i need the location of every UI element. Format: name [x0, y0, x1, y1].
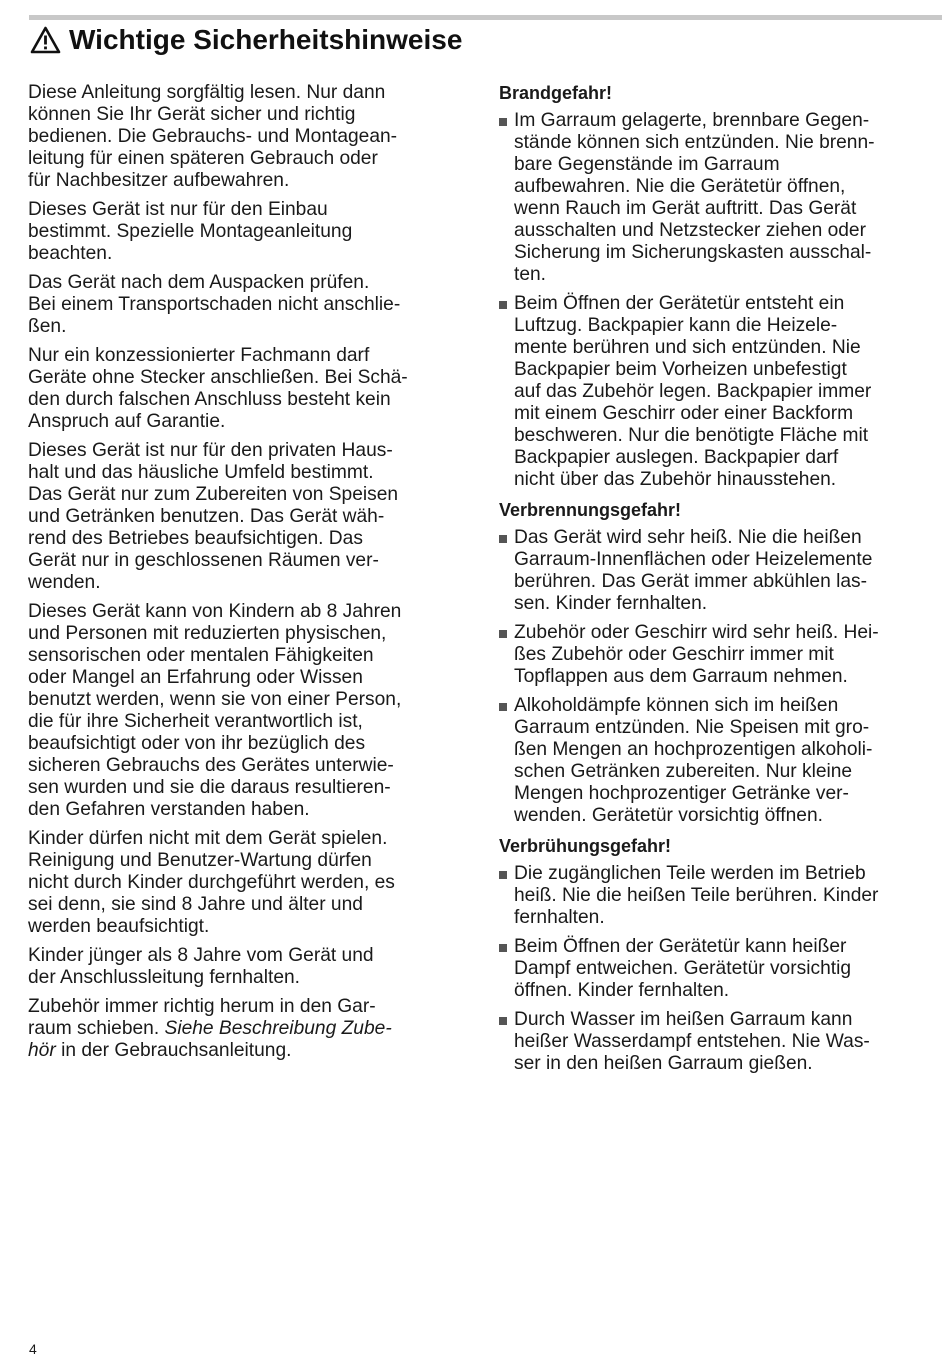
- square-bullet-icon: [499, 630, 507, 638]
- square-bullet-icon: [499, 1017, 507, 1025]
- section-heading-scald: Verbrühungsgefahr!: [499, 836, 672, 856]
- square-bullet-icon: [499, 944, 507, 952]
- list-item: Im Garraum gelagerte, brennbare Gegen- stände können sich entzünden. Nie brenn- bare Gegenstände im Garraum aufbewahren. Nie die Gerätetür öffnen, wenn Rauch im Gerät auftritt. Das Gerät ausschalten und Netzstecker ziehen oder Sicherung im Sicherungskasten ausschal- ten.: [499, 110, 943, 286]
- paragraph: Das Gerät nach dem Auspacken prüfen. Bei einem Transportschaden nicht anschlie- ßen.: [28, 272, 401, 337]
- page-title: [30, 24, 462, 56]
- accessory-note-text: Zubehör immer richtig herum in den Gar- raum schieben.: [28, 996, 376, 1039]
- burn-hazard-list: [499, 527, 943, 827]
- square-bullet-icon: [499, 871, 507, 879]
- paragraph: Dieses Gerät ist nur für den Einbau bestimmt. Spezielle Montageanleitung beachten.: [28, 199, 353, 264]
- square-bullet-icon: [499, 703, 507, 711]
- warning-triangle-icon: [30, 26, 61, 54]
- paragraph: Nur ein konzessionierter Fachmann darf Geräte ohne Stecker anschließen. Bei Schä- den durch falschen Anschluss besteht kein Anspruch auf Garantie.: [28, 345, 408, 432]
- left-column: [28, 82, 472, 1069]
- page-number: 4: [29, 1341, 37, 1357]
- scald-hazard-list: [499, 863, 943, 1075]
- list-item: Beim Öffnen der Gerätetür entsteht ein Luftzug. Backpapier kann die Heizele- mente berühren und sich entzünden. Nie Backpapier beim Vorheizen unbefestigt auf das Zubehör legen. Backpapier immer mit einem Geschirr oder einer Backform beschweren. Nur die benötigte Fläche mit Backpapier auslegen. Backpapier darf nicht über das Zubehör hinausstehen.: [499, 293, 943, 491]
- paragraph: Kinder jünger als 8 Jahre vom Gerät und der Anschlussleitung fernhalten.: [28, 945, 374, 988]
- list-item: Durch Wasser im heißen Garraum kann heißer Wasserdampf entstehen. Nie Was- ser in den heißen Garraum gießen.: [499, 1009, 943, 1075]
- list-item: Alkoholdämpfe können sich im heißen Garraum entzünden. Nie Speisen mit gro- ßen Mengen an hochprozentigen alkoholi- schen Getränken zubereiten. Nur kleine Mengen hochprozentiger Getränke ver- wenden. Gerätetür vorsichtig öffnen.: [499, 695, 943, 827]
- fire-hazard-list: [499, 110, 943, 491]
- section-heading-burn: Verbrennungsgefahr!: [499, 500, 682, 520]
- square-bullet-icon: [499, 301, 507, 309]
- accessory-note-end: in der Gebrauchsanleitung.: [55, 1040, 292, 1061]
- list-item: Zubehör oder Geschirr wird sehr heiß. Hei- ßes Zubehör oder Geschirr immer mit Topflappen aus dem Garraum nehmen.: [499, 622, 943, 688]
- title-text: Wichtige Sicherheitshinweise: [69, 24, 463, 55]
- paragraph-accessory-note: [28, 996, 472, 1062]
- square-bullet-icon: [499, 535, 507, 543]
- list-item: Das Gerät wird sehr heiß. Nie die heißen Garraum-Innenflächen oder Heizelemente berühren. Das Gerät immer abkühlen las- sen. Kinder fernhalten.: [499, 527, 943, 615]
- list-item: Beim Öffnen der Gerätetür kann heißer Dampf entweichen. Gerätetür vorsichtig öffnen. Kinder fernhalten.: [499, 936, 943, 1002]
- square-bullet-icon: [499, 118, 507, 126]
- list-item: Die zugänglichen Teile werden im Betrieb heiß. Nie die heißen Teile berühren. Kinder fernhalten.: [499, 863, 943, 929]
- paragraph: Dieses Gerät ist nur für den privaten Haus- halt und das häusliche Umfeld bestimmt. Das Gerät nur zum Zubereiten von Speisen und Getränken benutzen. Das Gerät wäh- rend des Betriebes beaufsichtigen. Das Gerät nur in geschlossenen Räumen ver- wenden.: [28, 440, 399, 593]
- right-column: [499, 82, 943, 1083]
- paragraph: Kinder dürfen nicht mit dem Gerät spielen. Reinigung und Benutzer-Wartung dürfen nicht durch Kinder durchgeführt werden, es sei denn, sie sind 8 Jahre und älter und werden beaufsichtigt.: [28, 828, 395, 937]
- paragraph: Diese Anleitung sorgfältig lesen. Nur dann können Sie Ihr Gerät sicher und richtig bedienen. Die Gebrauchs- und Montagean- leitung für einen späteren Gebrauch oder für Nachbesitzer aufbewahren.: [28, 82, 398, 191]
- accessory-reference: Siehe Beschreibung Zube- hör: [28, 1018, 392, 1061]
- paragraph: Dieses Gerät kann von Kindern ab 8 Jahren und Personen mit reduzierten physischen, sensorischen oder mentalen Fähigkeiten oder Mangel an Erfahrung oder Wissen benutzt werden, wenn sie von einer Person, die für ihre Sicherheit verantwortlich ist, beaufsichtigt oder von ihr bezüglich des sicheren Gebrauchs des Gerätes unterwie- sen wurden und sie die daraus resultieren- den Gefahren verstanden haben.: [28, 601, 402, 820]
- top-rule: [29, 15, 942, 20]
- section-heading-fire: Brandgefahr!: [499, 83, 613, 103]
